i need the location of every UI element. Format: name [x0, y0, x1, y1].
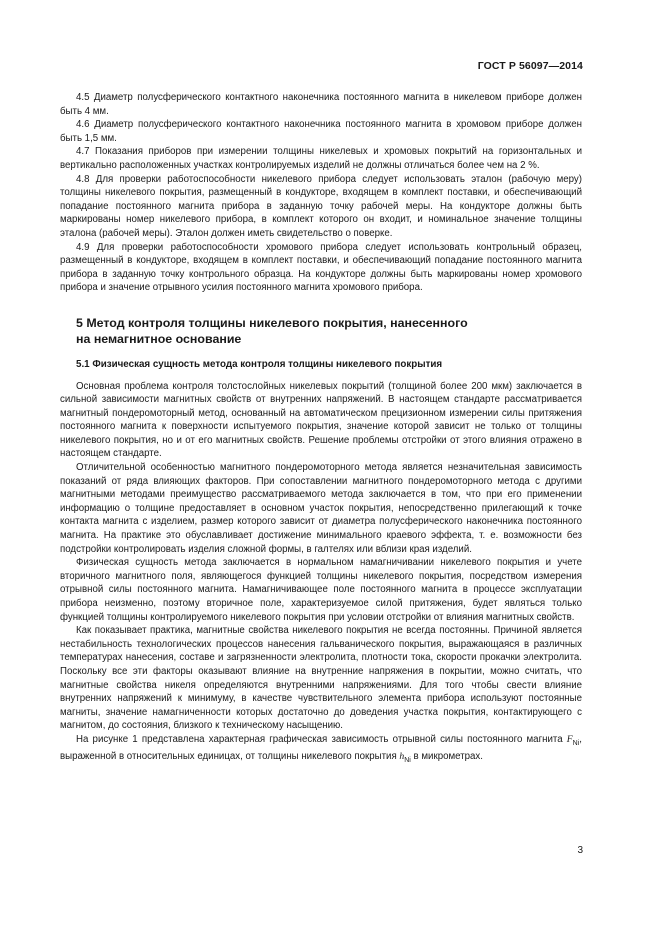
- paragraph-4-8: 4.8 Для проверки работоспособности никелевого прибора следует использовать эталон (рабочую меру) толщины никелевого покрытия, размещенный в кондукторе, входящем в комплект поставки, и обеспечивающий попадание постоянного магнита прибора в заданную точку рабочей меры. На кондукторе должны быть маркированы номер никелевого прибора, в комплект которого он входит, и номинальное значение толщины эталона (рабочей меры). Эталон должен иметь свидетельство о поверке.: [60, 173, 582, 239]
- text-part: в микрометрах.: [410, 751, 483, 763]
- body-paragraph-1: Основная проблема контроля толстослойных никелевых покрытий (толщиной более 200 мкм) заключается в сильной зависимости магнитных свойств от внутренних напряжений. В настоящем стандарте рассматривается магнитный пондеромоторный метод, основанный на автоматическом прецизионном измерении силы притяжения постоянного магнита к поверхности испытуемого покрытия, значение которой зависит не только от толщины никелевого покрытия, но и от его магнитных свойств. Решение проблемы отстройки от этого влияния отражено в настоящем стандарте.: [60, 380, 582, 460]
- page-number: 3: [577, 845, 583, 856]
- body-paragraph-2: Отличительной особенностью магнитного пондеромоторного метода является незначительная зависимость показаний от ряда влияющих факторов. При сопоставлении магнитного пондеромоторного метода с другими магнитными методами преимущество рассматриваемого метода заключается в том, что при его применении информацию о толщине предоставляет в основном участок покрытия, непосредственно прилегающий к точке контакта магнита с изделием, размер которого зависит от диаметра полусферического наконечника постоянного магнита. На практике это обуславливает достижение минимального краевого эффекта, т. е. возможности без подстройки контролировать изделия сложной формы, в галтелях или вблизи края изделий.: [60, 462, 582, 555]
- body-paragraph-5: [60, 733, 582, 768]
- text-part: , выраженной в относительных единицах, от толщины никелевого покрытия: [60, 733, 582, 763]
- body-paragraph-4: Как показывает практика, магнитные свойства никелевого покрытия не всегда постоянны. Причиной является нестабильность технологических процессов нанесения гальванического покрытия, выражающаяся в различных температурах нанесения, составе и загрязненности электролита, плотности тока, скорости прокачки электролита. Поскольку все эти факторы оказывают влияние на внутренние напряжения в покрытии, можно считать, что магнитные свойства никеля определяются внутренними напряжениями. Для того чтобы свести влияние внутренних напряжений к минимуму, в качестве чувствительного элемента прибора используют постоянные магниты, значение намагниченности которых достаточно до доведения участка покрытия, контактирующего с магнитом, до состояния, близкого к техническому насыщению.: [60, 625, 582, 732]
- section-5-title-line2: на немагнитное основание: [76, 331, 242, 346]
- section-5-title: [60, 315, 582, 347]
- subsection-5-1-title: 5.1 Физическая сущность метода контроля толщины никелевого покрытия: [76, 358, 443, 370]
- force-symbol: F: [566, 733, 573, 745]
- paragraph-4-9: 4.9 Для проверки работоспособности хромового прибора следует использовать контрольный образец, размещенный в кондукторе, входящем в комплект поставки, и обеспечивающий попадание постоянного магнита прибора в заданную точку контрольного образца. На кондукторе должны быть маркированы номер хромового прибора и значение отрывного усилия постоянного магнита хромового прибора.: [60, 241, 582, 294]
- body-paragraph-3: Физическая сущность метода заключается в нормальном намагничивании никелевого покрытия и учете вторичного магнитного поля, являющегося функцией толщины никелевого покрытия, посредством измерения отрывной силы постоянного магнита. Намагничивающее поле постоянного магнита в процессе эксплуатации прибора неизменно, поэтому вторичное поле, характеризуемое силой притяжения, будет являться только функцией толщины контролируемого никелевого покрытия при условии отстройки от влияния магнитных свойств.: [60, 557, 582, 623]
- paragraph-4-6: 4.6 Диаметр полусферического контактного наконечника постоянного магнита в хромовом приборе должен быть 1,5 мм.: [60, 119, 582, 144]
- thickness-symbol: h: [399, 751, 405, 763]
- page-content: [60, 91, 582, 768]
- standard-header: ГОСТ Р 56097—2014: [477, 60, 583, 72]
- thickness-subscript: Ni: [404, 757, 411, 765]
- section-5-title-line1: 5 Метод контроля толщины никелевого покрытия, нанесенного: [76, 315, 468, 330]
- paragraph-4-7: 4.7 Показания приборов при измерении толщины никелевых и хромовых покрытий на горизонтальных и вертикально расположенных участках контролируемых изделий не должны отличаться более чем на 2 %.: [60, 146, 582, 171]
- force-subscript: Ni: [572, 739, 580, 747]
- paragraph-4-5: 4.5 Диаметр полусферического контактного наконечника постоянного магнита в никелевом приборе должен быть 4 мм.: [60, 92, 582, 117]
- text-part: На рисунке 1 представлена характерная графическая зависимость отрывной силы постоянного магнита: [76, 733, 567, 745]
